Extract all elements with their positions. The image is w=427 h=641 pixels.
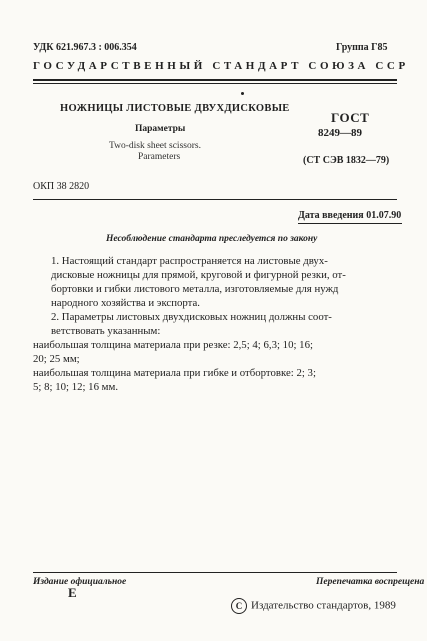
mark-dot bbox=[241, 92, 244, 95]
text-line: 1. Настоящий стандарт распространяется на листовые двух- bbox=[51, 255, 328, 267]
subtitle-en: Parameters bbox=[138, 152, 181, 162]
text-line: 20; 25 мм; bbox=[33, 353, 80, 365]
paragraph-4 bbox=[33, 366, 402, 394]
bottom-rule bbox=[33, 572, 397, 573]
st-sev-reference: (СТ СЭВ 1832—79) bbox=[303, 155, 390, 166]
gost-label: ГОСТ bbox=[331, 110, 370, 125]
body-text bbox=[33, 254, 402, 394]
subtitle-ru: Параметры bbox=[135, 124, 186, 134]
text-line: дисковые ножницы для прямой, круговой и фигурной резки, от- bbox=[51, 269, 346, 281]
text-line: 2. Параметры листовых двухдисковых ножниц должны соот- bbox=[51, 311, 332, 323]
copyright-text: Издательство стандартов, 1989 bbox=[251, 599, 396, 612]
paragraph-2 bbox=[33, 310, 402, 338]
document-title: НОЖНИЦЫ ЛИСТОВЫЕ ДВУХДИСКОВЫЕ bbox=[60, 103, 290, 114]
text-line: наибольшая толщина материала при гибке и отбортовке: 2; 3; bbox=[33, 367, 316, 379]
copyright-icon: C bbox=[231, 598, 247, 614]
top-rule-thin bbox=[33, 83, 397, 84]
edition-label: Издание официальное bbox=[33, 577, 127, 587]
udk-code: УДК 621.967.3 : 006.354 bbox=[33, 42, 137, 53]
date-underline bbox=[298, 223, 402, 224]
text-line: бортовки и гибки листового металла, изготовляемые для нужд bbox=[51, 283, 339, 295]
text-line: ветствовать указанным: bbox=[51, 325, 161, 337]
edition-letter: E bbox=[68, 585, 77, 600]
text-line: 5; 8; 10; 12; 16 мм. bbox=[33, 381, 119, 393]
copyright bbox=[231, 598, 396, 614]
okp-code: ОКП 38 2820 bbox=[33, 181, 90, 192]
legal-warning: Несоблюдение стандарта преследуется по закону bbox=[106, 234, 318, 244]
paragraph-1 bbox=[33, 254, 402, 310]
reprint-notice: Перепечатка воспрещена bbox=[316, 577, 425, 587]
group-code: Группа Г85 bbox=[336, 42, 388, 53]
middle-rule bbox=[33, 199, 397, 200]
title-en: Two-disk sheet scissors. bbox=[109, 141, 201, 151]
intro-date: Дата введения 01.07.90 bbox=[298, 210, 402, 221]
text-line: наибольшая толщина материала при резке: 2,5; 4; 6,3; 10; 16; bbox=[33, 339, 313, 351]
paragraph-3 bbox=[33, 338, 402, 366]
standard-heading: ГОСУДАРСТВЕННЫЙ СТАНДАРТ СОЮЗА ССР bbox=[33, 60, 409, 72]
gost-number: 8249—89 bbox=[318, 127, 362, 139]
top-rule-thick bbox=[33, 79, 397, 81]
text-line: народного хозяйства и экспорта. bbox=[51, 297, 200, 309]
